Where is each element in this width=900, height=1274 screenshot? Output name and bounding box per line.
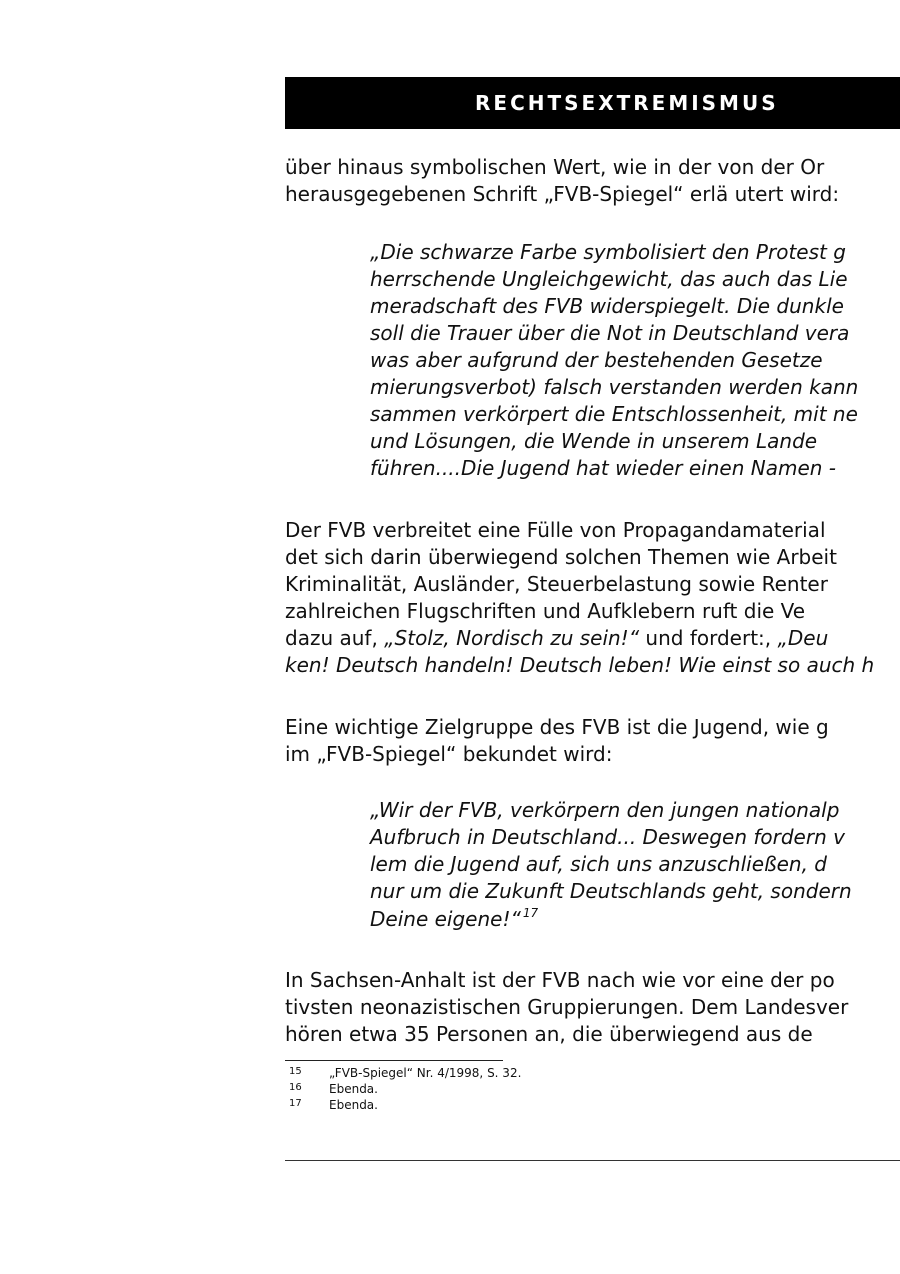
paragraph-2-line-5-middle: und fordert:, — [639, 626, 778, 650]
section-header-bar — [285, 77, 900, 129]
page-bottom-rule — [285, 1160, 900, 1161]
footnote-text: „FVB-Spiegel“ Nr. 4/1998, S. 32. — [329, 1066, 522, 1080]
quote-1-line-3: meradschaft des FVB widerspiegelt. Die dunkle — [370, 294, 844, 318]
footnote-text: Ebenda. — [329, 1098, 378, 1112]
quote-1-line-2: herrschende Ungleichgewicht, das auch das Lie — [370, 267, 848, 291]
quote-1-line-5: was aber aufgrund der bestehenden Gesetze — [370, 348, 823, 372]
paragraph-2-line-2: det sich darin überwiegend solchen Themen wie Arbeit — [285, 545, 837, 569]
footnote-reference-17: 17 — [522, 906, 539, 920]
paragraph-2-line-6: ken! Deutsch handeln! Deutsch leben! Wie einst so auch h — [285, 653, 875, 677]
quote-2-line-1: „Wir der FVB, verkörpern den jungen nationalp — [370, 798, 840, 822]
quote-2-line-4: nur um die Zukunft Deutschlands geht, sondern — [370, 879, 852, 903]
section-title: RECHTSEXTREMISMUS — [475, 91, 779, 115]
footnote-text: Ebenda. — [329, 1082, 378, 1096]
paragraph-2-quote-stolz: „Stolz, Nordisch zu sein!“ — [384, 626, 640, 650]
quote-1-line-4: soll die Trauer über die Not in Deutschland vera — [370, 321, 850, 345]
footnote-number: 17 — [289, 1098, 302, 1109]
quote-1-line-1: „Die schwarze Farbe symbolisiert den Protest g — [370, 240, 846, 264]
quote-1-line-6: mierungsverbot) falsch verstanden werden kann — [370, 375, 859, 399]
quote-1-line-8: und Lösungen, die Wende in unserem Lande — [370, 429, 818, 453]
paragraph-1-line-2: herausgegebenen Schrift „FVB-Spiegel“ erlä utert wird: — [285, 182, 840, 206]
quote-2-line-3: lem die Jugend auf, sich uns anzuschließen, d — [370, 852, 827, 876]
quote-2-line-5 — [370, 906, 538, 931]
paragraph-3-line-2: im „FVB-Spiegel“ bekundet wird: — [285, 742, 613, 766]
paragraph-2-quote-deutsch: „Deu — [777, 626, 829, 650]
quote-1-line-7: sammen verkörpert die Entschlossenheit, mit ne — [370, 402, 858, 426]
paragraph-4-line-3: hören etwa 35 Personen an, die überwiegend aus de — [285, 1022, 813, 1046]
quote-2-line-2: Aufbruch in Deutschland... Deswegen fordern v — [370, 825, 845, 849]
paragraph-4-line-1: In Sachsen-Anhalt ist der FVB nach wie vor eine der po — [285, 968, 835, 992]
quote-2-last-line-text: Deine eigene!“ — [370, 907, 521, 931]
paragraph-2-line-3: Kriminalität, Ausländer, Steuerbelastung sowie Renter — [285, 572, 828, 596]
paragraph-2-line-5-prefix: dazu auf, — [285, 626, 385, 650]
paragraph-4-line-2: tivsten neonazistischen Gruppierungen. Dem Landesver — [285, 995, 849, 1019]
footnote-number: 15 — [289, 1066, 302, 1077]
footnote-number: 16 — [289, 1082, 302, 1093]
quote-1-line-9: führen....Die Jugend hat wieder einen Namen - — [370, 456, 837, 480]
paragraph-1-line-1: über hinaus symbolischen Wert, wie in der von der Or — [285, 155, 825, 179]
footnote-separator — [285, 1060, 503, 1061]
paragraph-2-line-5 — [285, 626, 828, 650]
paragraph-2-line-4: zahlreichen Flugschriften und Aufklebern ruft die Ve — [285, 599, 806, 623]
paragraph-3-line-1: Eine wichtige Zielgruppe des FVB ist die Jugend, wie g — [285, 715, 829, 739]
paragraph-2-line-1: Der FVB verbreitet eine Fülle von Propagandamaterial — [285, 518, 826, 542]
